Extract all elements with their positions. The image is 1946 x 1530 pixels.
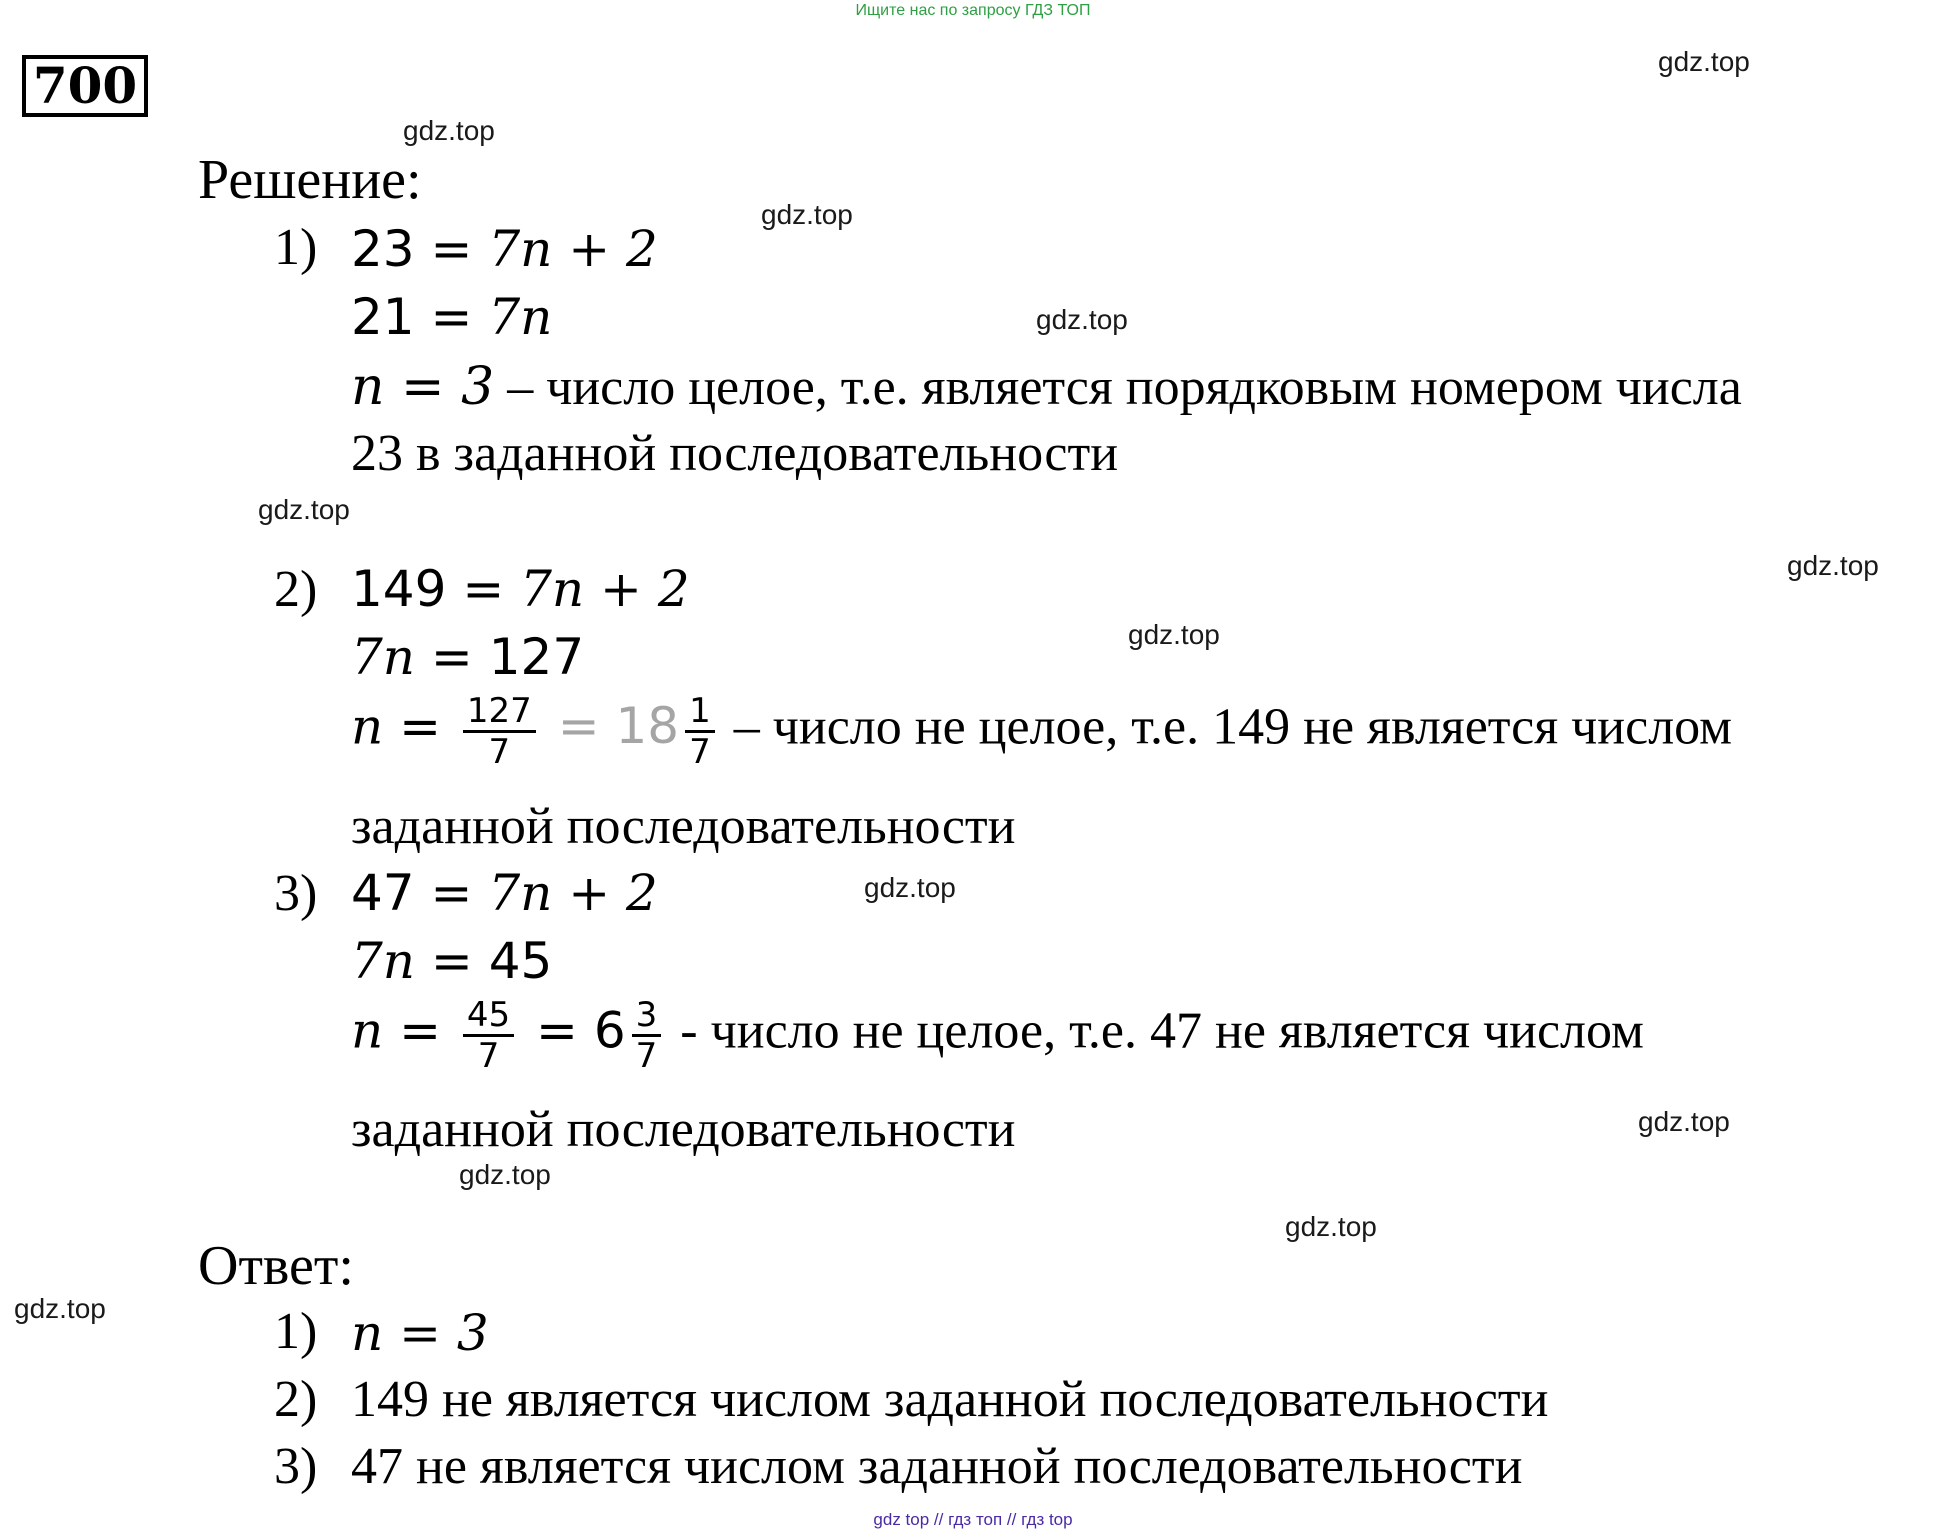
equation: 149 = 7n + 2: [351, 560, 690, 618]
answer-heading: Ответ:: [198, 1235, 354, 1297]
fraction-denominator: 7: [635, 1036, 658, 1076]
explanation-text: – число не целое, т.е. 149 не является числом: [733, 698, 1733, 756]
equation-lhs: 21: [351, 288, 415, 346]
variable-n: n: [351, 697, 384, 756]
equation-lhs: 23: [351, 220, 415, 278]
answer-text: n = 3: [351, 1304, 489, 1362]
watermark: gdz.top: [864, 872, 956, 903]
variable-n: n: [351, 1001, 384, 1060]
explanation-line: заданной последовательности: [351, 798, 1016, 855]
explanation-line: заданной последовательности: [351, 1101, 1016, 1158]
equation-lhs: 7n: [351, 932, 416, 990]
item-label: 2): [274, 561, 318, 618]
mixed-fraction: [685, 692, 715, 771]
equation-rhs: 7n + 2: [488, 220, 658, 278]
fraction-denominator: 7: [689, 732, 711, 772]
fraction-numerator: 3: [632, 996, 662, 1037]
equation-lhs: 7n: [351, 628, 416, 686]
explanation-line: n = $\frac{127}{7}$ = 18 $\frac{1}{7}$ – число не целое, т.е. 149 не является числом: [351, 691, 1733, 772]
equation-rhs: 7n + 2: [488, 864, 658, 922]
equation: 7n = 127: [351, 628, 585, 686]
mixed-whole: 6: [593, 1001, 626, 1060]
mixed-whole: 18: [615, 697, 680, 756]
watermark: gdz.top: [459, 1159, 551, 1190]
task-number-box: 700: [22, 55, 148, 117]
explanation-line: 23 в заданной последовательности: [351, 425, 1119, 482]
fraction-numerator: 45: [463, 996, 514, 1037]
mixed-fraction: [632, 996, 662, 1075]
solution-heading: Решение:: [198, 149, 422, 211]
fraction-denominator: 7: [477, 1036, 500, 1076]
equation-rhs: 127: [488, 628, 585, 686]
watermark: gdz.top: [403, 115, 495, 146]
equation: 7n = 45: [351, 932, 553, 990]
answer-label: 3): [274, 1438, 318, 1495]
answer-text: 149 не является числом заданной последовательности: [351, 1371, 1549, 1428]
equation-rhs: 7n: [488, 288, 553, 346]
watermark: gdz.top: [258, 494, 350, 525]
fraction-numerator: 127: [463, 692, 536, 733]
equation-lhs: 149: [351, 560, 447, 618]
fraction-numerator: 1: [685, 692, 715, 733]
explanation-text: – число целое, т.е. является порядковым номером числа: [507, 359, 1742, 416]
watermark: gdz.top: [1638, 1106, 1730, 1137]
explanation-text: - число не целое, т.е. 47 не является числом: [680, 1002, 1644, 1060]
explanation-line: [351, 357, 1742, 417]
equation: 47 = 7n + 2: [351, 864, 658, 922]
equation: n = 3: [351, 357, 495, 417]
watermark: gdz.top: [1658, 46, 1750, 77]
equation: 23 = 7n + 2: [351, 220, 658, 278]
answer-text: 47 не является числом заданной последовательности: [351, 1438, 1523, 1495]
equation-rhs: 7n + 2: [520, 560, 690, 618]
watermark: gdz.top: [761, 199, 853, 230]
header-note: Ищите нас по запросу ГДЗ ТОП: [855, 2, 1091, 19]
answer-label: 1): [274, 1303, 318, 1360]
fraction-denominator: 7: [488, 732, 511, 772]
watermark: gdz.top: [1036, 304, 1128, 335]
item-label: 1): [274, 219, 318, 276]
equation-rhs: 45: [488, 932, 553, 990]
fraction: [463, 692, 536, 771]
item-label: 3): [274, 865, 318, 922]
equation: 21 = 7n: [351, 288, 553, 346]
explanation-line: n = $\frac{45}{7}$ = 6 $\frac{3}{7}$ - число не целое, т.е. 47 не является числом: [351, 995, 1644, 1076]
footer-note: gdz top // гдз топ // гдз top: [873, 1510, 1073, 1529]
answer-label: 2): [274, 1371, 318, 1428]
watermark: gdz.top: [1787, 550, 1879, 581]
watermark: gdz.top: [1128, 619, 1220, 650]
watermark: gdz.top: [14, 1293, 106, 1324]
fraction: [463, 996, 514, 1075]
watermark: gdz.top: [1285, 1211, 1377, 1242]
equation-lhs: 47: [351, 864, 415, 922]
